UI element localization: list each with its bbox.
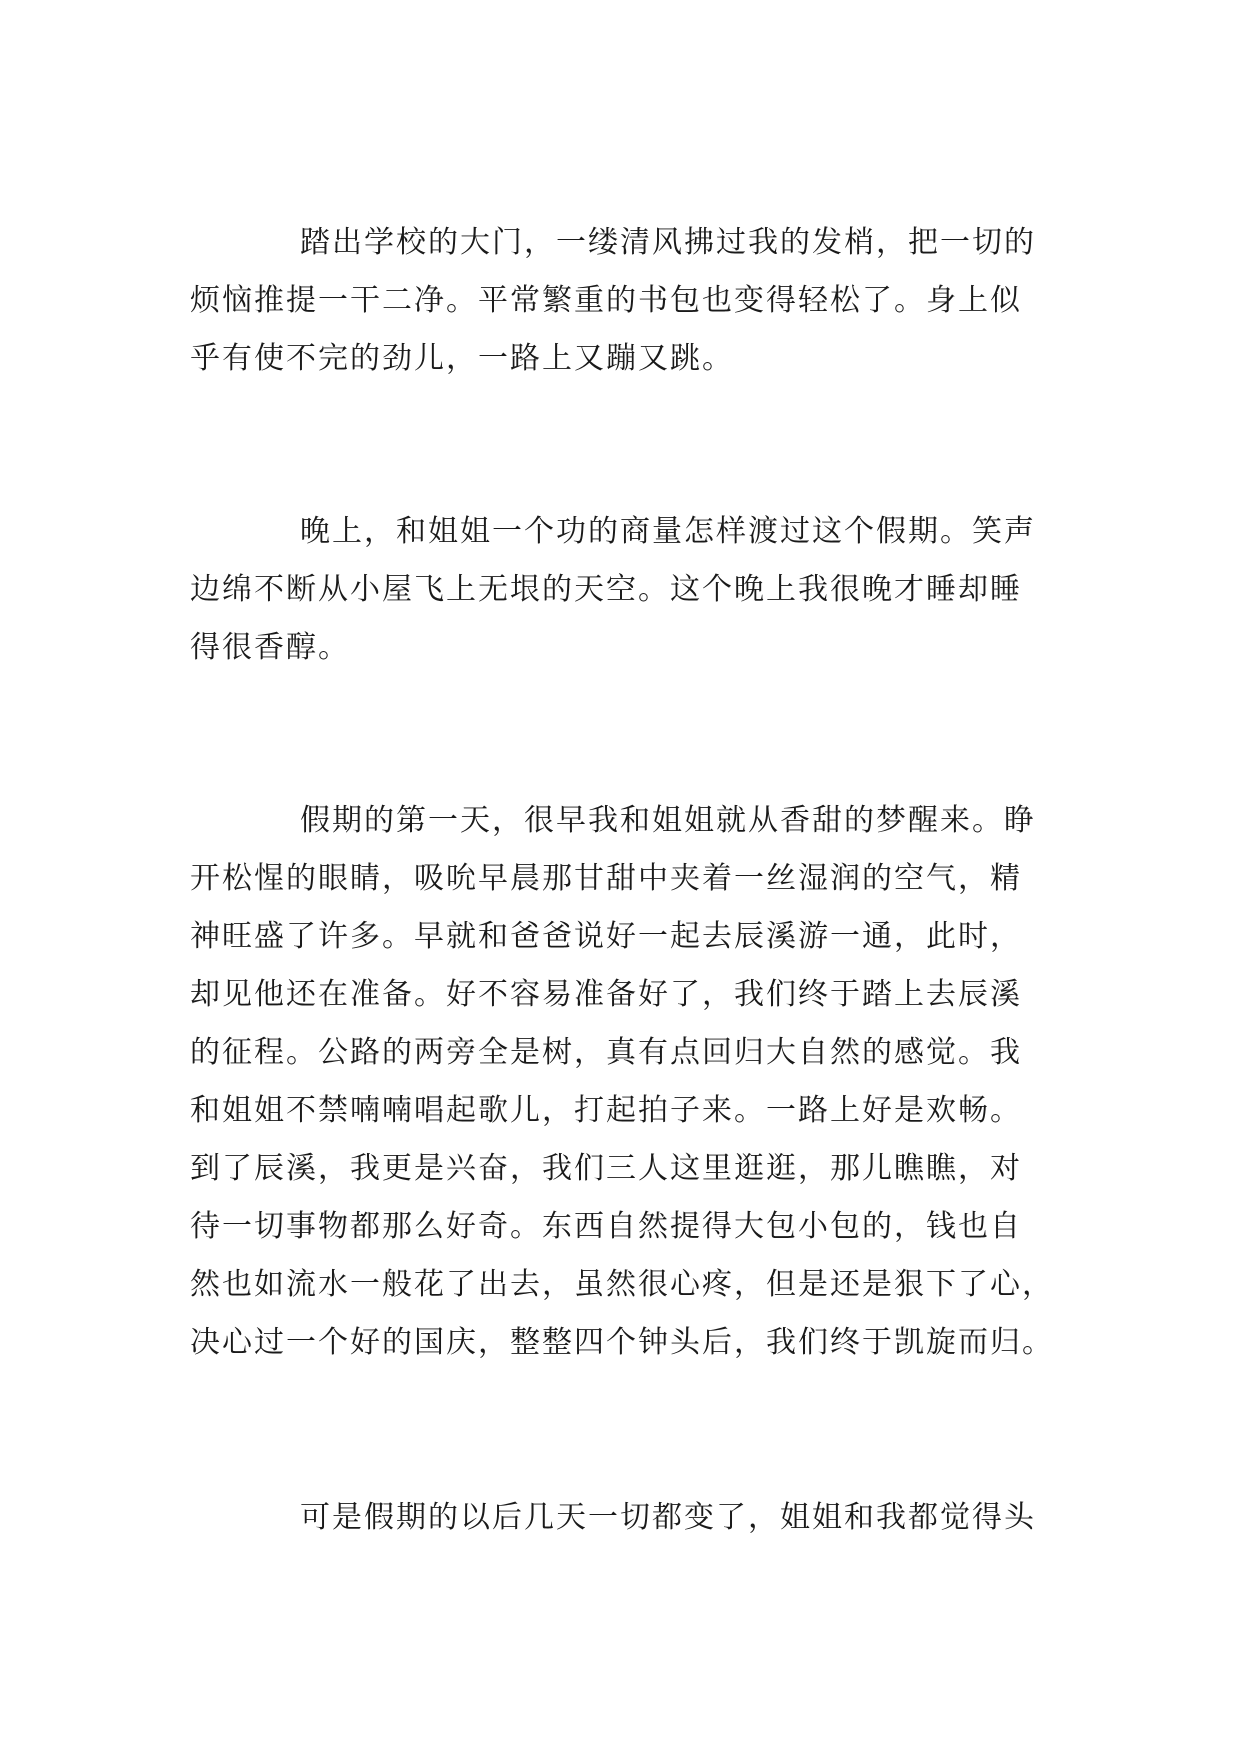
text-line: 开松惺的眼睛，吸吮早晨那甘甜中夹着一丝湿润的空气，精 (190, 861, 1022, 896)
text-line: 决心过一个好的国庆，整整四个钟头后，我们终于凯旋而归。 (190, 1325, 1054, 1360)
text-line: 待一切事物都那么好奇。东西自然提得大包小包的，钱也自 (190, 1209, 1022, 1244)
text-line: 可是假期的以后几天一切都变了，姐姐和我都觉得头 (300, 1500, 1036, 1535)
text-line: 到了辰溪，我更是兴奋，我们三人这里逛逛，那儿瞧瞧，对 (190, 1151, 1022, 1186)
text-line: 晚上，和姐姐一个功的商量怎样渡过这个假期。笑声 (300, 514, 1036, 549)
text-line: 的征程。公路的两旁全是树，真有点回归大自然的感觉。我 (190, 1035, 1022, 1070)
paragraph-2 (190, 503, 1050, 677)
text-line: 得很香醇。 (190, 630, 350, 665)
text-line: 然也如流水一般花了出去，虽然很心疼，但是还是狠下了心， (190, 1267, 1054, 1302)
text-line: 假期的第一天，很早我和姐姐就从香甜的梦醒来。睁 (300, 803, 1036, 838)
text-line: 神旺盛了许多。早就和爸爸说好一起去辰溪游一通，此时， (190, 919, 1022, 954)
text-line: 和姐姐不禁喃喃唱起歌儿，打起拍子来。一路上好是欢畅。 (190, 1093, 1022, 1128)
paragraph-4 (190, 1489, 1050, 1547)
text-line: 乎有使不完的劲儿，一路上又蹦又跳。 (190, 341, 734, 376)
text-line: 边绵不断从小屋飞上无垠的天空。这个晚上我很晚才睡却睡 (190, 572, 1022, 607)
text-line: 踏出学校的大门，一缕清风拂过我的发梢，把一切的 (300, 225, 1036, 260)
text-line: 却见他还在准备。好不容易准备好了，我们终于踏上去辰溪 (190, 977, 1022, 1012)
text-line: 烦恼推提一干二净。平常繁重的书包也变得轻松了。身上似 (190, 283, 1022, 318)
paragraph-1 (190, 214, 1050, 388)
paragraph-3 (190, 792, 1054, 1372)
